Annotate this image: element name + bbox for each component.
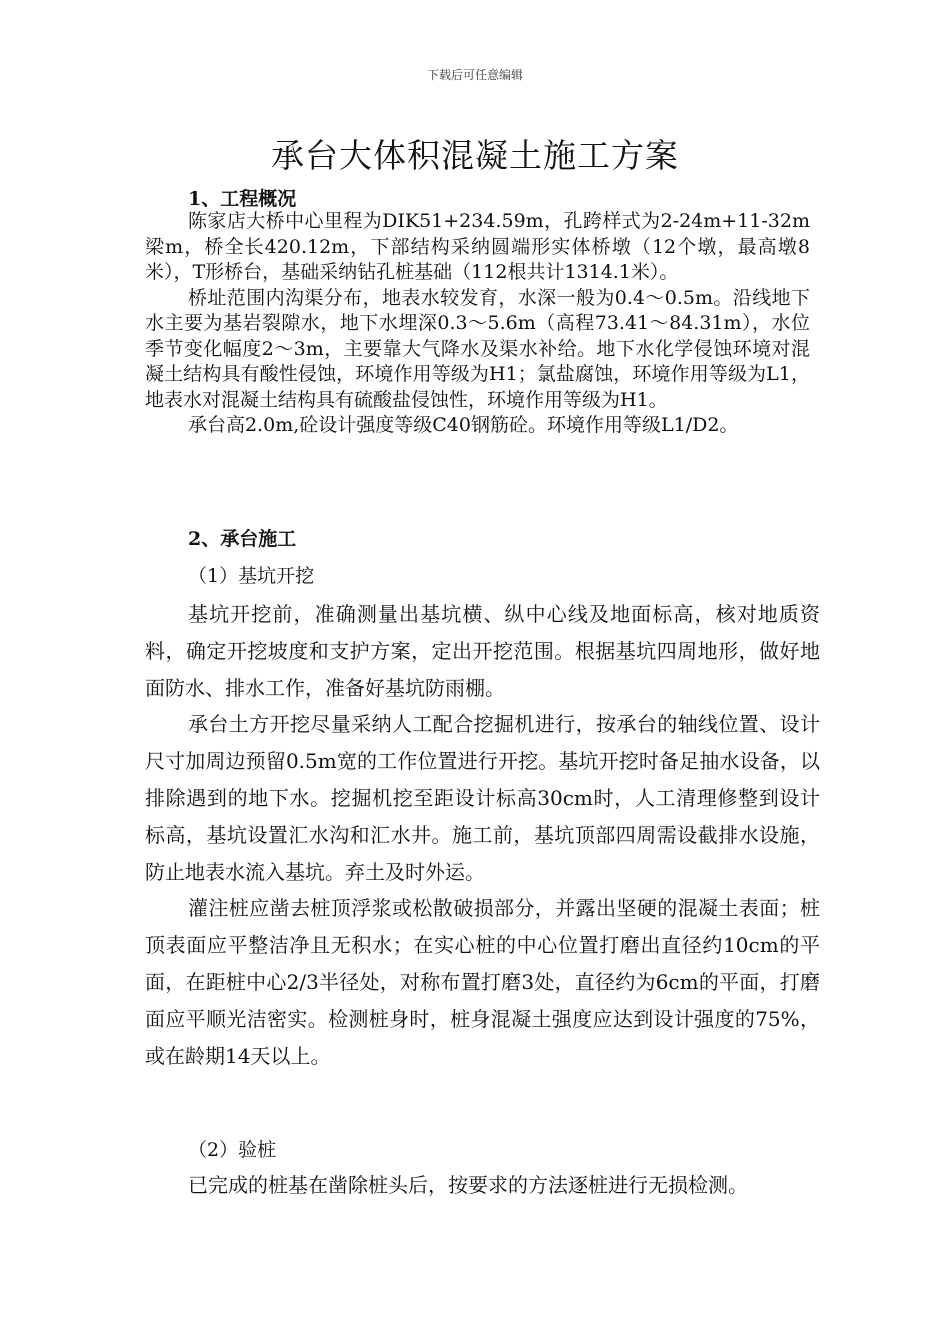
section-heading-construction: 2、承台施工: [188, 528, 297, 550]
pile-inspection-body: [145, 1167, 820, 1204]
paragraph: 灌注桩应凿去桩顶浮浆或松散破损部分，并露出坚硬的混凝土表面；桩顶表面应平整洁净且无积水；在实心桩的中心位置打磨出直径约10cm的平面，在距桩中心2/3半径处，对称布置打磨3处，直径约为6cm的平面，打磨面应平顺光洁密实。检测桩身时，桩身混凝土强度应达到设计强度的75%，或在龄期14天以上。: [145, 896, 820, 1068]
paragraph: 承台土方开挖尽量采纳人工配合挖掘机进行，按承台的轴线位置、设计尺寸加周边预留0.5m宽的工作位置进行开挖。基坑开挖时备足抽水设备，以排除遇到的地下水。挖掘机挖至距设计标高30cm时，人工清理修整到设计标高，基坑设置汇水沟和汇水井。施工前，基坑顶部四周需设截排水设施，防止地表水流入基坑。弃土及时外运。: [145, 712, 820, 884]
section-heading-overview: 1、工程概况: [188, 188, 297, 210]
excavation-body: [145, 596, 820, 1074]
subsection-heading-pile-inspection: （2）验桩: [188, 1139, 277, 1161]
paragraph: 基坑开挖前，准确测量出基坑横、纵中心线及地面标高，核对地质资料，确定开挖坡度和支护方案，定出开挖范围。根据基坑四周地形，做好地面防水、排水工作，准备好基坑防雨棚。: [145, 602, 820, 700]
overview-body: [145, 209, 810, 439]
page-title: 承台大体积混凝土施工方案: [271, 136, 679, 175]
header-note: 下载后可任意编辑: [426, 68, 523, 82]
paragraph: 陈家店大桥中心里程为DIK51+234.59m，孔跨样式为2-24m+11-32m梁m，桥全长420.12m，下部结构采纳圆端形实体桥墩（12个墩，最高墩8米），T形桥台，基础采纳钻孔桩基础（112根共计1314.1米）。: [145, 210, 810, 283]
subsection-heading-excavation: （1）基坑开挖: [188, 565, 315, 587]
paragraph: 承台高2.0m,砼设计强度等级C40钢筋砼。环境作用等级L1/D2。: [188, 414, 739, 436]
paragraph: 桥址范围内沟渠分布，地表水较发育，水深一般为0.4～0.5m。沿线地下水主要为基岩裂隙水，地下水埋深0.3～5.6m（高程73.41～84.31m），水位季节变化幅度2～3m，主要靠大气降水及渠水补给。地下水化学侵蚀环境对混凝土结构具有酸性侵蚀，环境作用等级为H1；氯盐腐蚀，环境作用等级为L1，地表水对混凝土结构具有硫酸盐侵蚀性，环境作用等级为H1。: [145, 286, 810, 411]
paragraph: 已完成的桩基在凿除桩头后，按要求的方法逐桩进行无损检测。: [188, 1173, 748, 1197]
